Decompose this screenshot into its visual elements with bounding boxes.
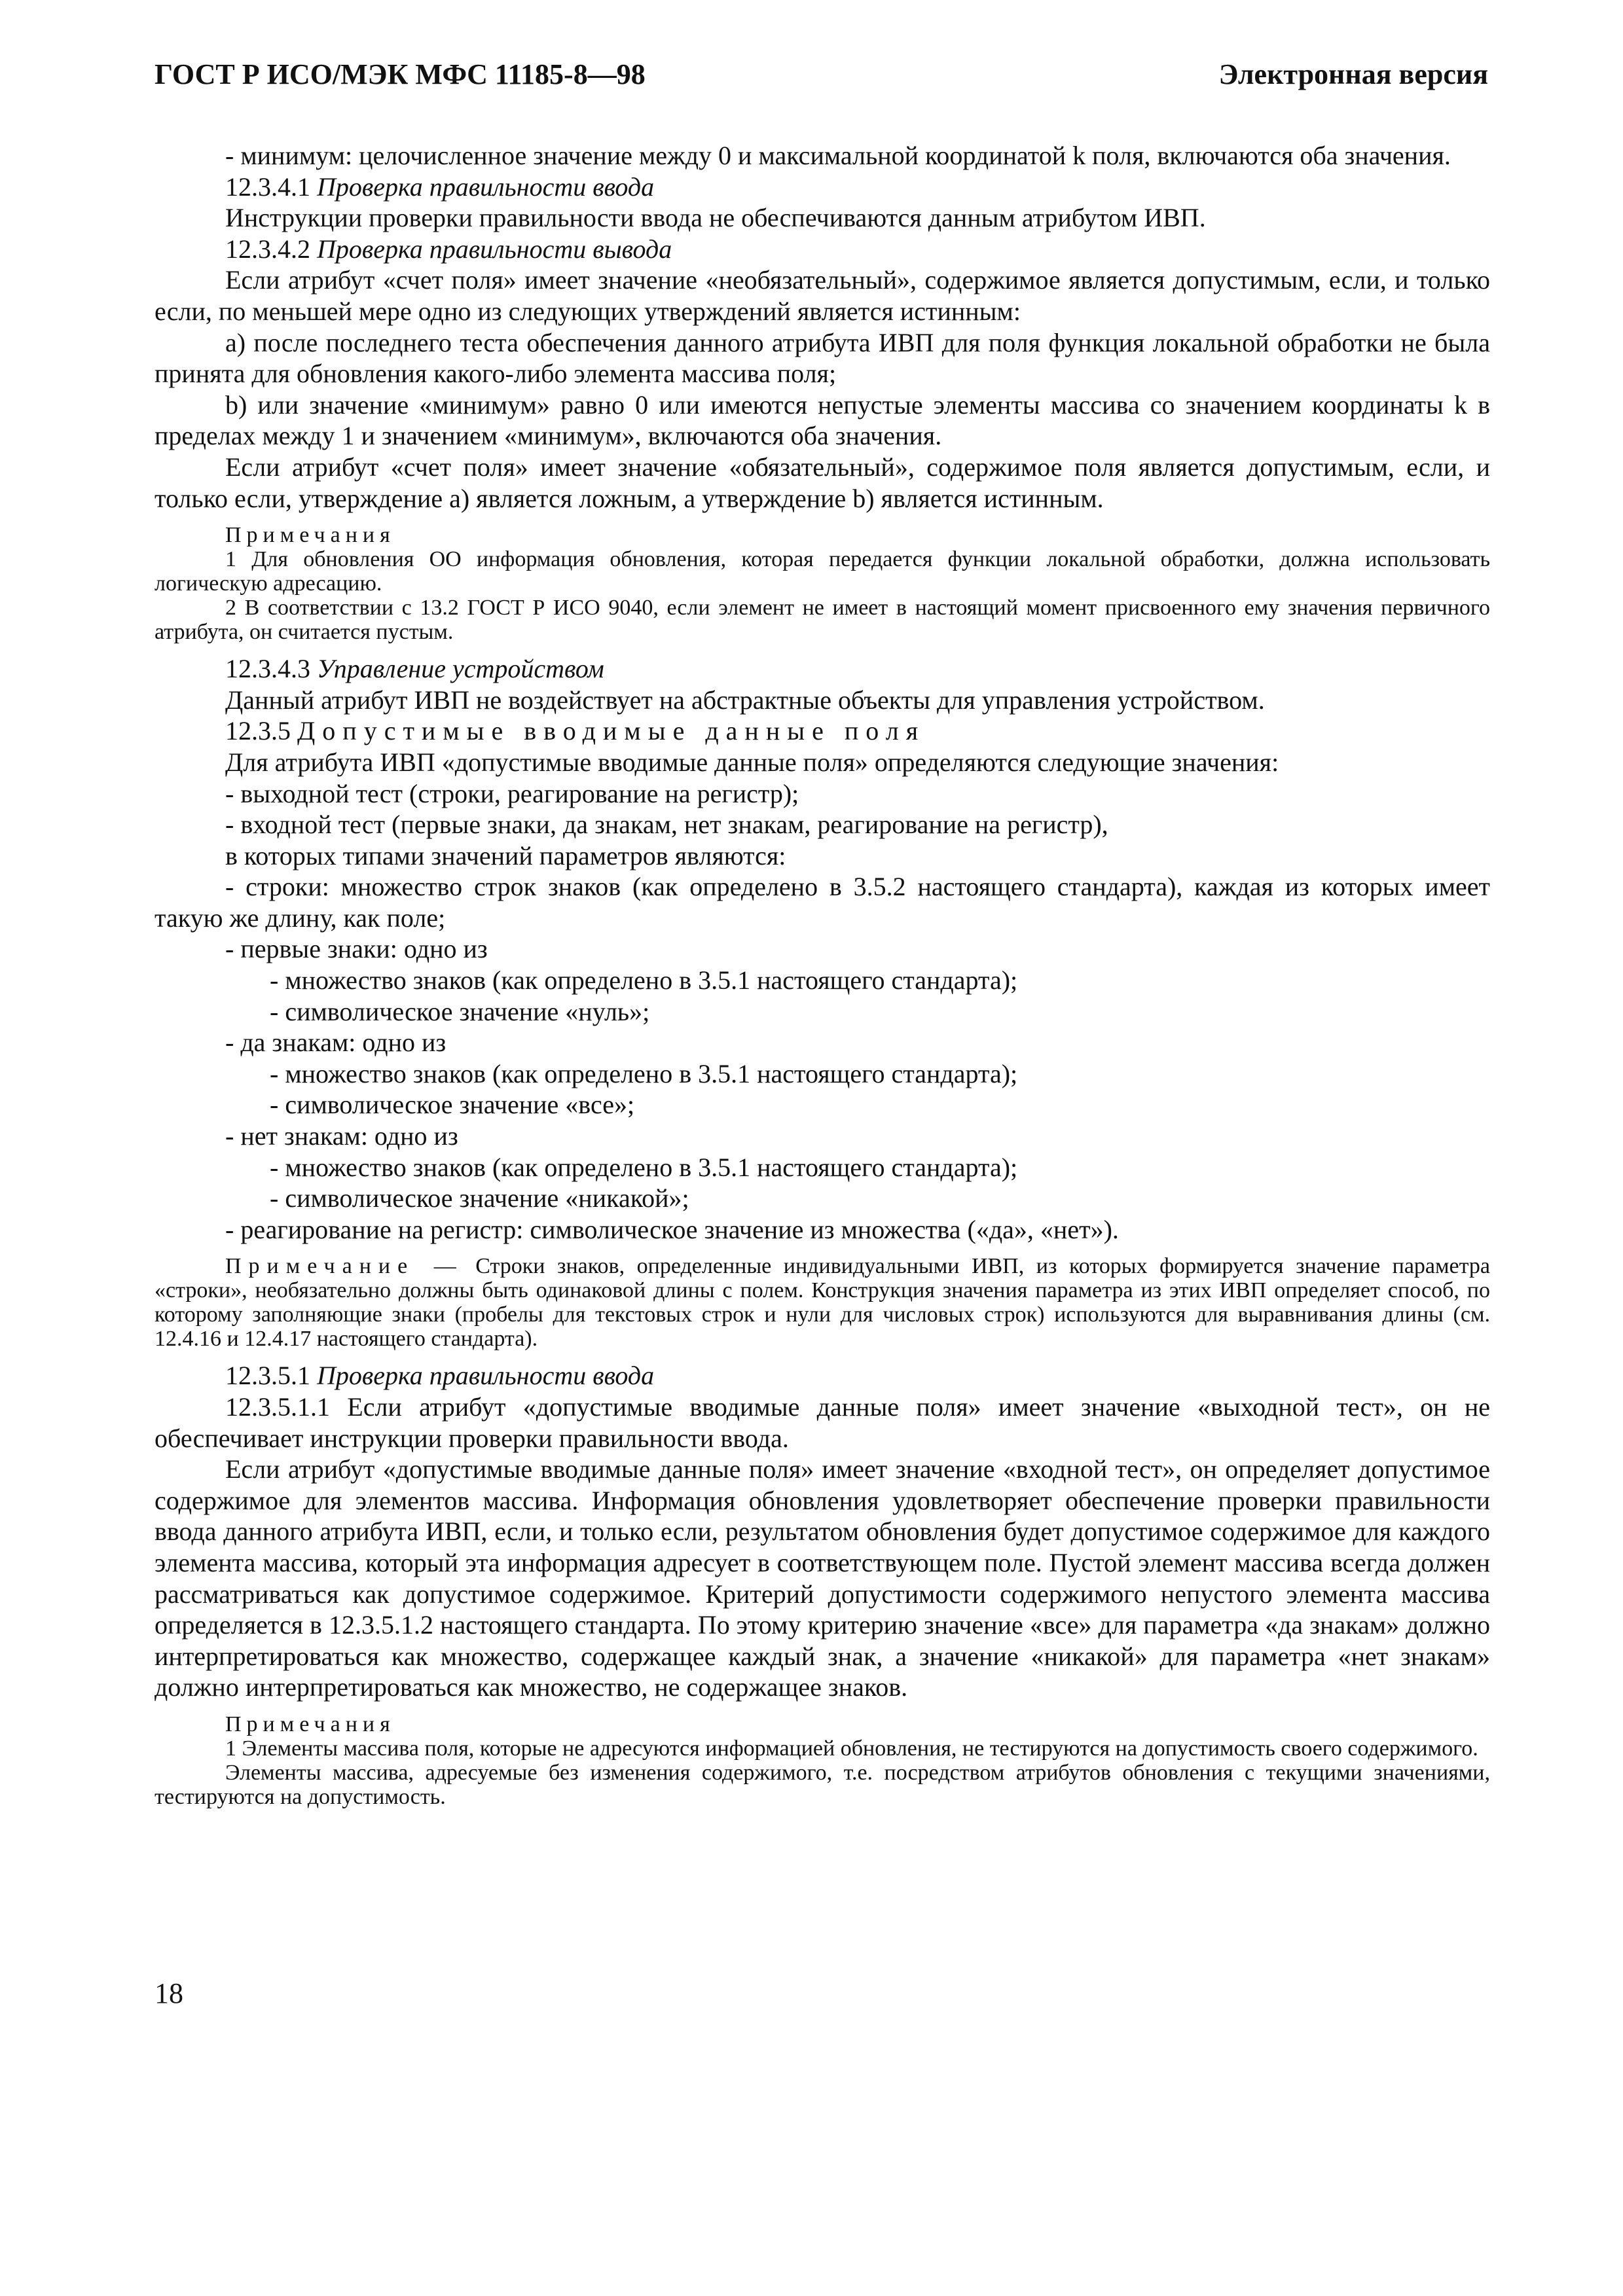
section-heading: 12.3.5 Допустимые вводимые данные поля — [225, 716, 926, 746]
section-heading: 12.3.5.1 Проверка правильности ввода — [225, 1361, 655, 1391]
notes-heading: Примечания — [225, 1712, 395, 1736]
section-heading: 12.3.4.3 Управление устройством — [225, 654, 604, 684]
standard-code: ГОСТ Р ИСО/МЭК МФС 11185-8—98 — [155, 58, 646, 90]
paragraph: Данный атрибут ИВП не воздействует на абстрактные объекты для управления устройством. — [225, 685, 1265, 715]
list-item: - первые знаки: одно из — [225, 934, 488, 964]
paragraph: 12.3.5.1.1 Если атрибут «допустимые вводимые данные поля» имеет значение «выходной тест», он не обеспечивает инструкции проверки правильности ввода. — [155, 1392, 1490, 1453]
note: Элементы массива, адресуемые без изменения содержимого, т.е. посредством атрибутов обновления с текущими значениями, тестируются на допустимость. — [155, 1760, 1490, 1809]
sub-list-item: - символическое значение «все»; — [270, 1090, 635, 1120]
notes-heading: Примечания — [225, 523, 395, 548]
list-item: - да знакам: одно из — [225, 1028, 447, 1058]
sub-list-item: - множество знаков (как определено в 3.5.1 настоящего стандарта); — [270, 965, 1018, 996]
paragraph: Инструкции проверки правильности ввода не обеспечиваются данным атрибутом ИВП. — [225, 203, 1206, 233]
note: 1 Для обновления ОО информация обновления, которая передается функции локальной обработки, должна использовать логическую адресацию. — [155, 547, 1490, 596]
edition-label: Электронная версия — [1218, 58, 1488, 90]
sub-list-item: - множество знаков (как определено в 3.5.1 настоящего стандарта); — [270, 1152, 1018, 1182]
paragraph: Если атрибут «счет поля» имеет значение «необязательный», содержимое является допустимым, если, и только если, по меньшей мере одно из следующих утверждений является истинным: — [155, 265, 1490, 326]
note: 1 Элементы массива поля, которые не адресуются информацией обновления, не тестируются на допустимость своего содержимого. — [225, 1736, 1478, 1761]
document-body — [155, 140, 1490, 1809]
list-item: - нет знакам: одно из — [225, 1121, 458, 1151]
list-item: - реагирование на регистр: символическое значение из множества («да», «нет»). — [225, 1214, 1119, 1244]
paragraph: - минимум: целочисленное значение между 0 и максимальной координатой k поля, включаются оба значения. — [225, 141, 1451, 170]
sub-list-item: - множество знаков (как определено в 3.5.1 настоящего стандарта); — [270, 1058, 1018, 1088]
paragraph: Если атрибут «допустимые вводимые данные поля» имеет значение «входной тест», он определяет допустимое содержимое для элементов массива. Информация обновления удовлетворяет обеспечение проверки правильности ввода данного атрибута ИВП, если, и только если, результатом обновления будет допустимое содержимое для каждого элемента массива, который эта информация адресует в соответствующем поле. Пустой элемент массива всегда должен рассматриваться как допустимое содержимое. Критерий допустимости содержимого непустого элемента массива определяется в 12.3.5.1.2 настоящего стандарта. По этому критерию значение «все» для параметра «да знакам» должно интерпретироваться как множество, содержащее каждый знак, а значение «никакой» для параметра «нет знакам» должно интерпретироваться как множество, не содержащее знаков. — [155, 1454, 1490, 1702]
list-item: в которых типами значений параметров являются: — [225, 840, 786, 870]
sub-list-item: - символическое значение «нуль»; — [270, 996, 650, 1026]
section-heading: 12.3.4.2 Проверка правильности вывода — [225, 234, 672, 264]
list-item: - строки: множество строк знаков (как определено в 3.5.2 настоящего стандарта), каждая из которых имеет такую же длину, как поле; — [155, 872, 1490, 933]
sub-list-item: - символическое значение «никакой»; — [270, 1183, 689, 1213]
paragraph: Для атрибута ИВП «допустимые вводимые данные поля» определяются следующие значения: — [225, 747, 1279, 777]
list-item: - входной тест (первые знаки, да знакам, нет знакам, реагирование на регистр), — [225, 810, 1108, 840]
note: 2 В соответствии с 13.2 ГОСТ Р ИСО 9040, если элемент не имеет в настоящий момент присвоенного ему значения первичного атрибута, он считается пустым. — [155, 596, 1490, 645]
paragraph: b) или значение «минимум» равно 0 или имеются непустые элементы массива со значением координаты k в пределах между 1 и значением «минимум», включаются оба значения. — [155, 389, 1490, 451]
list-item: - выходной тест (строки, реагирование на регистр); — [225, 778, 799, 808]
paragraph: a) после последнего теста обеспечения данного атрибута ИВП для поля функция локальной обработки не была принята для обновления какого-либо элемента массива поля; — [155, 327, 1490, 389]
note: Примечание — Строки знаков, определенные индивидуальными ИВП, из которых формируется значение параметра «строки», необязательно должны быть одинаковой длины с полем. Конструкция значения параметра из этих ИВП определяет способ, по которому заполняющие знаки (пробелы для текстовых строк и нули для числовых строк) используются для выравнивания длины (см. 12.4.16 и 12.4.17 настоящего стандарта). — [155, 1254, 1490, 1352]
page-number: 18 — [155, 1977, 183, 2009]
section-heading: 12.3.4.1 Проверка правильности ввода — [225, 171, 655, 202]
paragraph: Если атрибут «счет поля» имеет значение «обязательный», содержимое поля является допустимым, если, и только если, утверждение a) является ложным, а утверждение b) является истинным. — [155, 452, 1490, 513]
